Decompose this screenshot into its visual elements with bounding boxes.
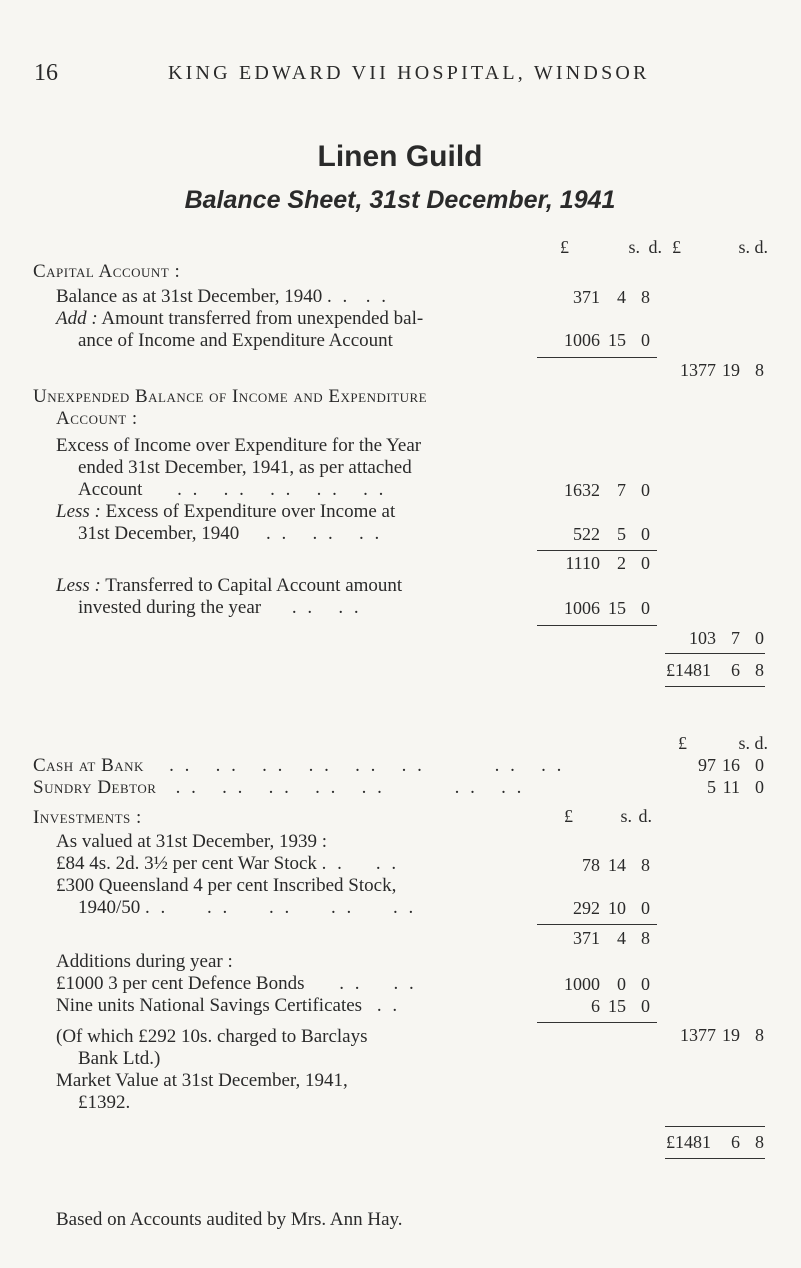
defence-shillings: 0 — [617, 974, 626, 994]
less2-label: Less : Transferred to Capital Account amount — [56, 575, 403, 596]
page-title: Linen Guild — [317, 140, 483, 173]
header-d-2: d. — [754, 237, 768, 257]
excess-line3: Account . . . . . . . . . . — [78, 479, 387, 500]
queensland-pence: 0 — [641, 898, 650, 918]
unexpended-total-shillings: 7 — [731, 628, 740, 648]
page-number: 16 — [34, 60, 58, 86]
investments-total-pence: 8 — [755, 1025, 764, 1045]
excess-line2: ended 31st December, 1941, as per attached — [78, 457, 412, 478]
cash-label: Cash at Bank . . . . . . . . . . . . . . . . — [33, 755, 565, 776]
debtor-label: Sundry Debtor . . . . . . . . . . . . . . — [33, 777, 525, 798]
unexpended-total-pounds: 103 — [689, 628, 716, 648]
add-pounds: 1006 — [564, 330, 600, 350]
header-d-4: d. — [638, 806, 652, 826]
defence-label: £1000 3 per cent Defence Bonds . . . . — [56, 973, 417, 994]
capital-total-pence: 8 — [755, 360, 764, 380]
unexpended-total-pence: 0 — [755, 628, 764, 648]
investments-heading: Investments : — [33, 807, 142, 828]
grand-total-2-pounds: £1481 — [666, 1132, 711, 1152]
running-title: KING EDWARD VII HOSPITAL, WINDSOR — [168, 62, 650, 84]
market-value: Market Value at 31st December, 1941, — [56, 1070, 348, 1091]
balance-shillings: 4 — [617, 287, 626, 307]
header-pound-2: £ — [672, 237, 681, 257]
queensland-pounds: 292 — [573, 898, 600, 918]
header-s-2: s. — [738, 237, 750, 257]
war-stock-pence: 8 — [641, 855, 650, 875]
savings-pounds: 6 — [591, 996, 600, 1016]
grand-total-1-pence: 8 — [755, 660, 764, 680]
rule-less1 — [537, 550, 657, 551]
page-subtitle: Balance Sheet, 31st December, 1941 — [184, 186, 616, 214]
balance-pence: 8 — [641, 287, 650, 307]
excess-line1: Excess of Income over Expenditure for the Year — [56, 435, 422, 456]
queensland-label-line2: 1940/50 . . . . . . . . . . — [78, 897, 417, 918]
grand-total-1-pounds: £1481 — [666, 660, 711, 680]
less2-shillings: 15 — [608, 598, 626, 618]
barclays-note: (Of which £292 10s. charged to Barclays — [56, 1026, 368, 1047]
valued-subtotal-pounds: 371 — [573, 928, 600, 948]
header-d-3: d. — [754, 733, 768, 753]
investments-total-pounds: 1377 — [680, 1025, 716, 1045]
grand-total-2-shillings: 6 — [731, 1132, 740, 1152]
subtotal-shillings: 2 — [617, 553, 626, 573]
war-stock-label: £84 4s. 2d. 3½ per cent War Stock . . . . — [56, 853, 400, 874]
add-shillings: 15 — [608, 330, 626, 350]
footer-note: Based on Accounts audited by Mrs. Ann Hay. — [56, 1209, 403, 1230]
savings-label: Nine units National Savings Certificates . . — [56, 995, 401, 1016]
header-s-4: s. — [620, 806, 632, 826]
savings-pence: 0 — [641, 996, 650, 1016]
rule-additions — [537, 1022, 657, 1023]
queensland-label: £300 Queensland 4 per cent Inscribed Stock, — [56, 875, 397, 896]
additions-label: Additions during year : — [56, 951, 233, 972]
balance-pounds: 371 — [573, 287, 600, 307]
debtor-pounds: 5 — [707, 777, 716, 797]
less2-pounds: 1006 — [564, 598, 600, 618]
market-value-line2: £1392. — [78, 1092, 131, 1113]
rule-total-top-1 — [665, 653, 765, 654]
subtotal-pence: 0 — [641, 553, 650, 573]
less1-shillings: 5 — [617, 524, 626, 544]
defence-pounds: 1000 — [564, 974, 600, 994]
subtotal-pounds: 1110 — [565, 553, 600, 573]
cash-pounds: 97 — [698, 755, 716, 775]
war-stock-shillings: 14 — [608, 855, 626, 875]
excess-pence: 0 — [641, 480, 650, 500]
rule-total-top-2 — [665, 1126, 765, 1127]
balance-label: Balance as at 31st December, 1940 . . . . — [56, 286, 389, 307]
cash-shillings: 16 — [722, 755, 740, 775]
less1-pence: 0 — [641, 524, 650, 544]
debtor-shillings: 11 — [722, 777, 740, 797]
header-s-3: s. — [738, 733, 750, 753]
rule-capital — [537, 357, 657, 358]
excess-shillings: 7 — [617, 480, 626, 500]
header-pound-3: £ — [678, 733, 687, 753]
queensland-shillings: 10 — [608, 898, 626, 918]
valued-subtotal-shillings: 4 — [617, 928, 626, 948]
savings-shillings: 15 — [608, 996, 626, 1016]
valued-subtotal-pence: 8 — [641, 928, 650, 948]
war-stock-pounds: 78 — [582, 855, 600, 875]
less1-line2: 31st December, 1940 . . . . . . — [78, 523, 383, 544]
less2-line2: invested during the year . . . . — [78, 597, 362, 618]
cash-pence: 0 — [755, 755, 764, 775]
capital-account-heading: Capital Account : — [33, 261, 181, 282]
grand-total-2-pence: 8 — [755, 1132, 764, 1152]
excess-pounds: 1632 — [564, 480, 600, 500]
valued-label: As valued at 31st December, 1939 : — [56, 831, 327, 852]
rule-less2 — [537, 625, 657, 626]
header-pound-4: £ — [564, 806, 573, 826]
header-d-1: d. — [648, 237, 662, 257]
rule-total-bottom-2 — [665, 1158, 765, 1159]
add-label-line2: ance of Income and Expenditure Account — [78, 330, 393, 351]
header-s-1: s. — [628, 237, 640, 257]
unexpended-heading-line2: Account : — [56, 408, 138, 429]
rule-valued — [537, 924, 657, 925]
capital-total-pounds: 1377 — [680, 360, 716, 380]
add-label: Add : Amount transferred from unexpended bal- — [56, 308, 424, 329]
investments-total-shillings: 19 — [722, 1025, 740, 1045]
less2-pence: 0 — [641, 598, 650, 618]
unexpended-heading: Unexpended Balance of Income and Expenditure — [33, 386, 428, 407]
less1-label: Less : Excess of Expenditure over Income at — [56, 501, 396, 522]
defence-pence: 0 — [641, 974, 650, 994]
grand-total-1-shillings: 6 — [731, 660, 740, 680]
less1-pounds: 522 — [573, 524, 600, 544]
rule-total-bottom-1 — [665, 686, 765, 687]
debtor-pence: 0 — [755, 777, 764, 797]
add-pence: 0 — [641, 330, 650, 350]
header-pound-1: £ — [560, 237, 569, 257]
barclays-note-line2: Bank Ltd.) — [78, 1048, 161, 1069]
capital-total-shillings: 19 — [722, 360, 740, 380]
